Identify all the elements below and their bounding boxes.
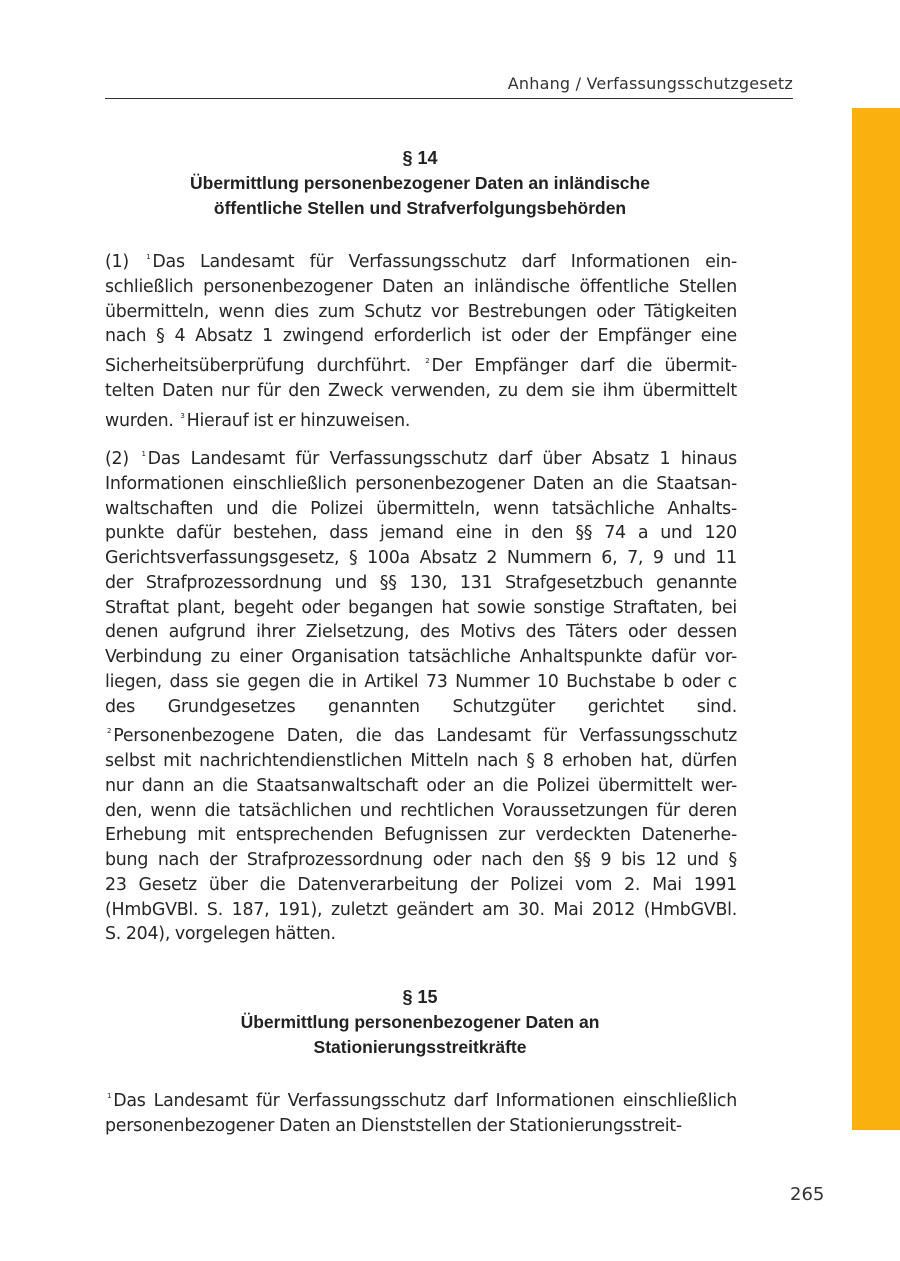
text-line: den, wenn die tatsächlichen und rechtlichen Voraussetzungen für deren xyxy=(105,800,737,821)
section-14-paragraph-1 xyxy=(105,245,737,433)
sentence-number: 1 xyxy=(141,450,146,458)
text-line: Sicherheitsüberprüfung durchführt. $^2$ Der Empfänger darf die übermit- xyxy=(105,356,737,376)
text-line: bung nach der Strafprozessordnung oder nach den §§ 9 bis 12 und § xyxy=(105,850,737,870)
page-number: 265 xyxy=(790,1184,825,1205)
section-title-line: Stationierungsstreitkräfte xyxy=(313,1037,527,1057)
text-line: selbst mit nachrichtendienstlichen Mitteln nach § 8 erhoben hat, dürfen xyxy=(105,751,737,771)
section-15-heading xyxy=(105,985,735,1060)
text-line: Gerichtsverfassungsgesetz, § 100a Absatz 2 Nummern 6, 7, 9 und 11 xyxy=(105,548,737,568)
text-line: nach § 4 Absatz 1 zwingend erforderlich ist oder der Empfänger eine xyxy=(105,326,737,347)
text-line: waltschaften und die Polizei übermitteln, wenn tatsächliche Anhalts- xyxy=(105,498,737,519)
sentence-number: 1 xyxy=(146,253,151,261)
text-line: $^1$ Das Landesamt für Verfassungsschutz darf Informationen einschließlich xyxy=(107,1091,737,1111)
text-line: übermitteln, wenn dies zum Schutz vor Bestrebungen oder Tätigkeiten xyxy=(105,301,737,322)
text-line: Informationen einschließlich personenbezogener Daten an die Staatsan- xyxy=(105,473,737,494)
section-title-line: Übermittlung personenbezogener Daten an inländische xyxy=(190,173,650,193)
section-14-paragraph-2 xyxy=(105,442,737,947)
text-line: S. 204), vorgelegen hätten. xyxy=(105,924,336,945)
text-line: (1) $^1$ Das Landesamt für Verfassungsschutz darf Informationen ein- xyxy=(105,252,738,272)
text-line: Verbindung zu einer Organisation tatsächliche Anhaltspunkte dafür vor- xyxy=(105,647,737,667)
text-line: telten Daten nur für den Zweck verwenden, zu dem sie ihm übermittelt xyxy=(105,380,737,401)
sentence-number: 1 xyxy=(107,1092,112,1100)
text-line: (2) $^1$ Das Landesamt für Verfassungsschutz darf über Absatz 1 hinaus xyxy=(105,449,737,469)
running-head-title: Anhang / Verfassungsschutzgesetz xyxy=(507,74,793,93)
text-line: der Strafprozessordnung und §§ 130, 131 Strafgesetzbuch genannte xyxy=(105,572,737,593)
text-line: liegen, dass sie gegen die in Artikel 73 Nummer 10 Buchstabe b oder c xyxy=(105,671,737,692)
text-line: 23 Gesetz über die Datenverarbeitung der Polizei vom 2. Mai 1991 xyxy=(105,874,737,895)
text-line: Erhebung mit entsprechenden Befugnissen zur verdeckten Datenerhe- xyxy=(105,825,737,846)
text-line: $^2$ Personenbezogene Daten, die das Landesamt für Verfassungsschutz xyxy=(107,726,737,747)
section-number: § 14 xyxy=(402,148,438,168)
text-line: personenbezogener Daten an Dienststellen der Stationierungsstreit- xyxy=(105,1115,682,1136)
header-rule xyxy=(105,98,793,99)
text-line: nur dann an die Staatsanwaltschaft oder an die Polizei übermittelt wer- xyxy=(105,775,737,796)
sentence-number: 2 xyxy=(107,727,112,736)
text-line: punkte dafür bestehen, dass jemand eine in den §§ 74 a und 120 xyxy=(105,523,737,544)
chapter-thumb-tab xyxy=(852,108,900,1130)
text-line: schließlich personenbezogener Daten an inländische öffentliche Stellen xyxy=(105,276,737,297)
section-14-heading xyxy=(105,146,735,221)
section-number: § 15 xyxy=(402,987,438,1007)
text-line: denen aufgrund ihrer Zielsetzung, des Motivs des Täters oder dessen xyxy=(105,622,737,643)
text-line: des Grundgesetzes genannten Schutzgüter gerichtet sind. xyxy=(105,696,737,717)
sentence-number: 2 xyxy=(425,357,430,365)
section-title-line: öffentliche Stellen und Strafverfolgungsbehörden xyxy=(213,198,627,218)
text-line: (HmbGVBl. S. 187, 191), zuletzt geändert am 30. Mai 2012 (HmbGVBl. xyxy=(105,899,737,920)
text-line: Straftat plant, begeht oder begangen hat sowie sonstige Straftaten, bei xyxy=(105,597,737,618)
section-15-paragraph-1 xyxy=(105,1084,737,1139)
sentence-number: 3 xyxy=(180,411,185,420)
section-title-line: Übermittlung personenbezogener Daten an xyxy=(240,1012,600,1032)
text-line: wurden. $^3$ Hierauf ist er hinzuweisen. xyxy=(105,410,411,431)
